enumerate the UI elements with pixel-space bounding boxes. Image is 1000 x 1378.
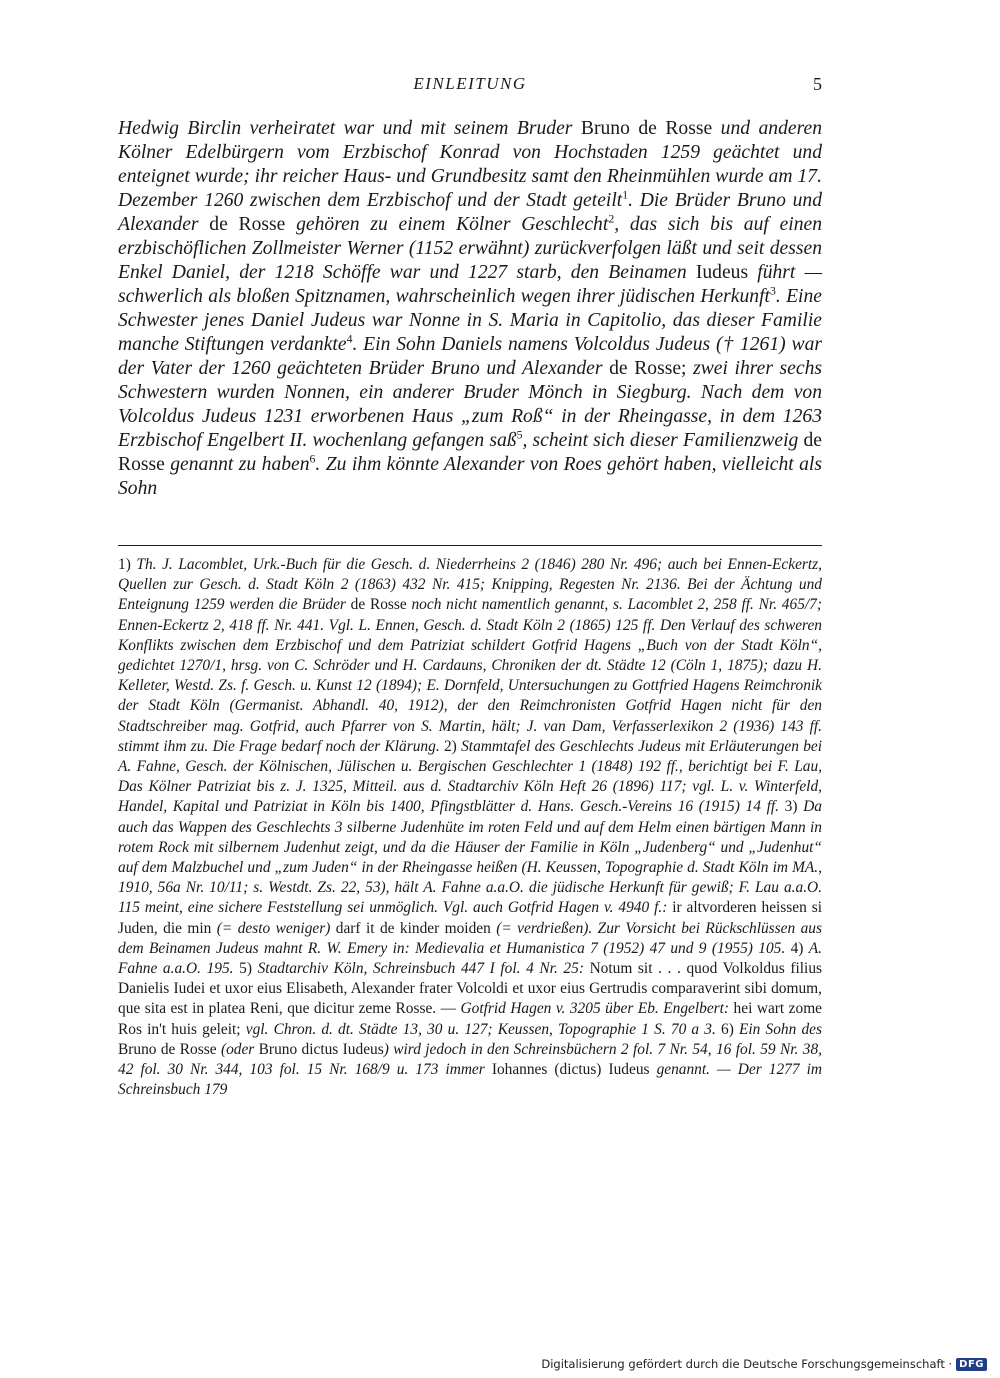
running-title: EINLEITUNG — [413, 74, 527, 93]
body-text-segment: de Rosse — [209, 214, 297, 235]
body-text-segment: . Eine Schwester jenes Daniel Judeus war Nonne in S. Maria in Capitolio, das dieser Familie manche Stiftungen verdankte — [118, 286, 822, 355]
body-text-footnote-ref: 3 — [769, 284, 776, 298]
body-text-footnote-ref: 5 — [516, 428, 523, 442]
footnote-text-segment: Ein Sohn des — [739, 1020, 822, 1038]
footnotes-block — [118, 555, 822, 1100]
body-text-segment: Bruno de Rosse — [580, 118, 721, 139]
footnote-text-segment: 1) — [118, 556, 137, 573]
footnote-text-segment: 4) — [790, 939, 809, 957]
footnote-separator — [118, 545, 822, 546]
body-text-segment: , scheint sich dieser Familienzweig — [522, 430, 804, 451]
footnote-text-segment: Notum sit . . . quod Volkoldus filius Danielis Iudei et uxor eius Elisabeth, Alexander frater Volcoldi et uxor eius Gertrudis comparaverint sibi domum, que sita est in platea Reni, que dicitur zeme Rosse. — — [118, 960, 822, 1018]
footnote-text-segment: 6) — [721, 1020, 739, 1038]
footnote-text-segment: ir altvorderen heissen si Juden, die min — [118, 899, 822, 937]
body-paragraph — [118, 117, 822, 501]
body-text-segment: de Rosse; — [609, 358, 694, 379]
footnote-text-segment: darf it de kinder moiden — [335, 919, 497, 937]
body-text-footnote-ref: 2 — [608, 212, 615, 226]
body-text-footnote-ref: 4 — [346, 332, 353, 346]
footnote-text-segment: Gotfrid Hagen v. 3205 über Eb. Engelbert: — [460, 1000, 734, 1018]
footnote-text-segment: (= desto weniger) — [216, 919, 336, 937]
credit-text: Digitalisierung gefördert durch die Deutsche Forschungsgemeinschaft · — [541, 1357, 953, 1371]
page-number: 5 — [813, 74, 822, 94]
footnote-text-segment: Da auch das Wappen des Geschlechts 3 silberne Judenhüte im roten Feld und auf dem Helm einen bärtigen Mann in rotem Rock mit silbernem Judenhut zeigt, und da die Häuser der Familie in Köln „Judenberg“ und „Judenhut“ auf dem Malzbuchel und „zum Juden“ in der Rheingasse heißen (H. Keussen, Topographie d. Stadt Köln im MA., 1910, 56a Nr. 10/11; s. Westdt. Zs. 22, 53), hält A. Fahne a.a.O. die jüdische Herkunft für gewiß; F. Lau a.a.O. 115 meint, eine sichere Feststellung sei unmöglich. Vgl. auch Gotfrid Hagen v. 4940 f.: — [118, 798, 822, 917]
body-text-segment: Iudeus — [695, 262, 758, 283]
footnote-text-segment: Th. J. Lacomblet, Urk.-Buch für die Gesch. d. Niederrheins 2 (1846) 280 Nr. 496; auch bei Ennen-Eckertz, Quellen zur Gesch. d. Stadt Köln 2 (1863) 432 Nr. 415; Knipping, Regesten Nr. 2136. Bei der Ächtung und Enteignung 1259 werden die Brüder — [118, 556, 823, 614]
footnote-text-segment: Stammtafel des Geschlechts Judeus mit Erläuterungen bei A. Fahne, Gesch. der Kölnischen, Jülischen u. Bergischen Geschlechter 1 (1848) 192 ff., berichtigt bei F. Lau, Das Kölner Patriziat bis z. J. 1325, Mitteil. aus d. Stadtarchiv Köln Heft 26 (1896) 117; vgl. L. v. Winterfeld, Handel, Kapital und Patriziat in Köln bis 1400, Pfingstblätter d. Hans. Gesch.-Vereins 16 (1915) 14 ff. — [118, 737, 823, 816]
footnote-text-segment: 3) — [784, 798, 804, 816]
footnote-text-segment: ) wird jedoch in den Schreinsbüchern 2 fol. 7 Nr. 54, 16 fol. 59 Nr. 38, 42 fol. 30 Nr. 344, 103 fol. 15 Nr. 168/9 u. 173 immer — [118, 1040, 822, 1079]
digitization-credit — [541, 1357, 987, 1371]
footnote-text-segment: (oder — [220, 1040, 259, 1058]
body-text-segment: Hedwig Birclin verheiratet war und mit seinem Bruder — [118, 118, 581, 139]
body-text-segment: genannt zu haben — [170, 454, 310, 475]
running-header — [118, 74, 822, 98]
dfg-logo: DFG — [956, 1358, 987, 1371]
footnote-text-segment: noch nicht namentlich genannt, s. Lacomblet 2, 258 ff. Nr. 465/7; Ennen-Eckertz 2, 418 ff. Nr. 441. Vgl. L. Ennen, Gesch. d. Stadt Köln 2 (1865) 125 ff. Den Verlauf des schweren Konflikts zwischen dem Erzbischof und dem Patriziat schildert Gotfrid Hagens „Buch von der Stadt Köln“, gedichtet 1270/1, hrsg. von C. Schröder und H. Cardauns, Chroniken der dt. Städte 12 (Cöln 1, 1875); dazu H. Kelleter, Westd. Zs. f. Gesch. u. Kunst 12 (1894); E. Dornfeld, Untersuchungen zu Gottfried Hagens Reimchronik der Stadt Köln (Germanist. Abhandl. 40, 1912), der den Reimchronisten Gotfrid Hagen nicht für den Stadtschreiber mag. Gotfrid, auch Pfarrer von S. Martin, hält; J. van Dam, Verfasserlexikon 2 (1936) 143 ff. stimmt ihm zu. Die Frage bedarf noch der Klärung. — [118, 596, 822, 755]
body-text-segment: . Ein Sohn Daniels namens Volcoldus Judeus († 1261) war der Vater der 1260 geächteten Brüder Bruno und Alexander — [118, 334, 822, 379]
footnote-text-segment: Stadtarchiv Köln, Schreinsbuch 447 I fol. 4 Nr. 25: — [257, 960, 590, 978]
footnote-text-segment: de Rosse — [350, 596, 412, 614]
body-text-segment: de Rosse — [118, 430, 822, 475]
footnote-text-segment: genannt. — Der 1277 im Schreinsbuch 179 — [118, 1061, 822, 1099]
body-text-segment: gehören zu einem Kölner Geschlecht — [296, 214, 609, 235]
footnote-text-segment: vgl. Chron. d. dt. Städte 13, 30 u. 127; Keussen, Topographie 1 S. 70 a 3. — [245, 1020, 721, 1038]
footnote-text-segment: (= verdrießen). Zur Vorsicht bei Rückschlüssen aus dem Beinamen Judeus mahnt R. W. Emery in: Medievalia et Humanistica 7 (1952) 47 und 9 (1955) 105. — [118, 919, 822, 957]
footnote-text-segment: A. Fahne a.a.O. 195. — [118, 939, 822, 978]
footnote-text-segment: hei wart zome Ros in't huis geleit; — [118, 1000, 822, 1038]
body-text-segment: . Zu ihm könnte Alexander von Roes gehört haben, vielleicht als Sohn — [118, 454, 823, 499]
body-text-segment: , das sich bis auf einen erzbischöflichen Zollmeister Werner (1152 erwähnt) zurückverfolgen läßt und seit dessen Enkel Daniel, der 1218 Schöffe war und 1227 starb, den Beinamen — [118, 214, 822, 283]
body-text-segment: . Die Brüder Bruno und Alexander — [118, 190, 823, 235]
body-text-segment: zwei ihrer sechs Schwestern wurden Nonnen, ein anderer Bruder Mönch in Siegburg. Nach dem von Volcoldus Judeus 1231 erworbenen Haus „zum Roß“ in der Rheingasse, in dem 1263 Erzbischof Engelbert II. wochenlang gefangen saß — [118, 358, 822, 451]
body-text-footnote-ref: 6 — [309, 452, 316, 466]
footnote-text-segment: 2) — [443, 737, 462, 755]
footnote-text-segment: Iohannes (dictus) Iudeus — [491, 1061, 657, 1079]
footnote-text-segment: 5) — [239, 960, 258, 978]
footnote-text-segment: Bruno de Rosse — [118, 1040, 221, 1058]
footnote-text-segment: Bruno dictus Iudeus — [258, 1040, 384, 1058]
body-text-footnote-ref: 1 — [622, 188, 629, 202]
body-text-segment: führt — schwerlich als bloßen Spitznamen, wahrscheinlich wegen ihrer jüdischen Herkunft — [118, 262, 822, 307]
body-text-segment: und anderen Kölner Edelbürgern vom Erzbischof Konrad von Hochstaden 1259 geächtet und enteignet wurde; ihr reicher Haus- und Grundbesitz samt den Rheinmühlen wurde am 17. Dezember 1260 zwischen dem Erzbischof und der Stadt geteilt — [118, 118, 822, 211]
